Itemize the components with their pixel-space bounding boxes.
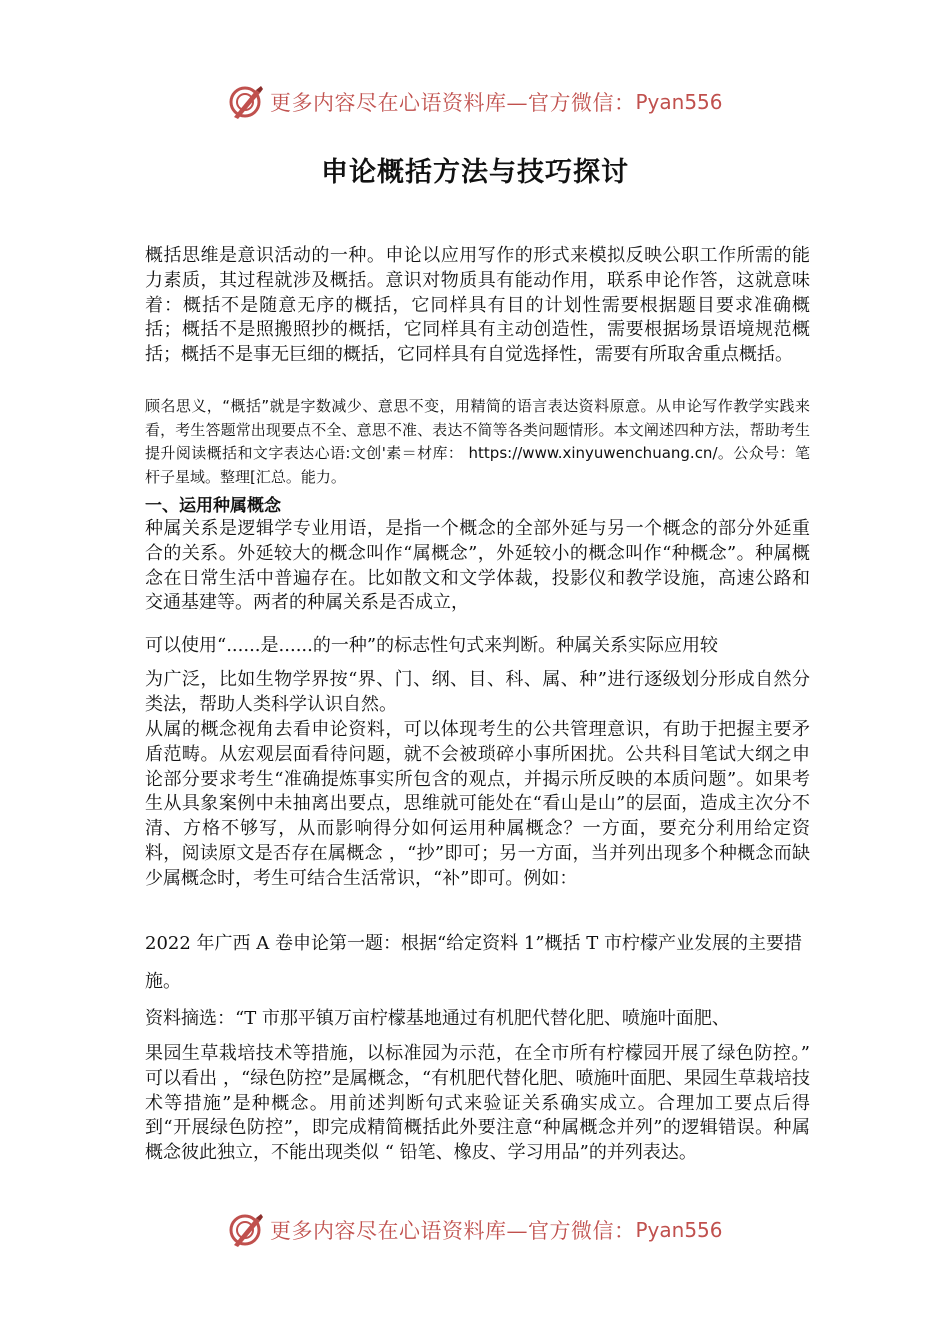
page-title: 申论概括方法与技巧探讨 xyxy=(321,157,629,188)
paragraph-6: 从属的概念视角去看申论资料，可以体现考生的公共管理意识，有助于把握主要矛盾范畴。从宏观层面看待问题，就不会被琐碎小事所困扰。公共科目笔试大纲之申论部分要求考生“准确提炼事实所包含的观点，并揭示所反映的本质问题”。如果考生从具象案例中未抽离出要点，思维就可能处在“看山是山”的层面，造成主次分不清、方格不够写，从而影响得分如何运用种属概念？一方面，要充分利用给定资料，阅读原文是否存在属概念 ，“抄”即可；另一方面，当并列出现多个种概念而缺少属概念时，考生可结合生活常识，“补”即可。例如： xyxy=(145,719,810,889)
footer-banner xyxy=(228,1210,723,1250)
paragraph-3: 种属关系是逻辑学专业用语，是指一个概念的全部外延与另一个概念的部分外延重合的关系。外延较大的概念叫作“属概念”，外延较小的概念叫作“种概念”。种属概念在日常生活中普遍存在。比如散文和文学体裁，投影仪和教学设施，高速公路和交通基建等。两者的种属关系是否成立， xyxy=(145,518,810,614)
banner-text: 更多内容尽在心语资料库—官方微信： xyxy=(270,1219,636,1243)
header-banner xyxy=(228,82,723,122)
banner-wechat-id: Pyan556 xyxy=(635,90,723,114)
pen-logo-icon xyxy=(228,1212,264,1248)
paragraph-9: 果园生草栽培技术等措施，以标准园为示范，在全市所有柠檬园开展了绿色防控。” 可以看出 ，“绿色防控”是属概念，“有机肥代替化肥、喷施叶面肥、果园生草栽培技术等措施”是种概念。用前述判断句式来验证关系确实成立。合理加工要点后得到“开展绿色防控”，即完成精简概括此外要注意“种属概念并列”的逻辑错误。种属概念彼此独立，不能出现类似 “ 铅笔、橡皮、学习用品”的并列表达。 xyxy=(145,1043,810,1164)
paragraph-7: 2022 年广西 A 卷申论第一题：根据“给定资料 1”概括 T 市柠檬产业发展的主要措施。 xyxy=(145,933,802,992)
paragraph-4: 可以使用“......是......的一种”的标志性句式来判断。种属关系实际应用较 xyxy=(145,635,719,656)
paragraph-5: 为广泛，比如生物学界按“界、门、纲、目、科、属、种”进行逐级划分形成自然分类法，帮助人类科学认识自然。 xyxy=(145,669,810,715)
pen-logo-icon xyxy=(228,84,264,120)
banner-wechat-id: Pyan556 xyxy=(635,1218,723,1242)
paragraph-8: 资料摘选：“T 市那平镇万亩柠檬基地通过有机肥代替化肥、喷施叶面肥、 xyxy=(145,1008,730,1029)
section-1-heading: 一、运用种属概念 xyxy=(145,496,281,516)
paragraph-2: 顾名思义，“概括”就是字数减少、意思不变，用精简的语言表达资料原意。从申论写作教学实践来看，考生答题常出现要点不全、意思不准、表达不简等各类问题情形。本文阐述四种方法，帮助考生提升阅读概括和文字表达心语:文创'素＝材库： https://www.xinyuwenchuang.cn/。公众号：笔杆子星域。整理[汇总。能力。 xyxy=(145,397,810,486)
paragraph-1: 概括思维是意识活动的一种。申论以应用写作的形式来模拟反映公职工作所需的能力素质，其过程就涉及概括。意识对物质具有能动作用，联系申论作答，这就意味着：概括不是随意无序的概括，它同样具有目的计划性需要根据题目要求准确概括；概括不是照搬照抄的概括，它同样具有主动创造性，需要根据场景语境规范概括；概括不是事无巨细的概括，它同样具有自觉选择性，需要有所取舍重点概括。 xyxy=(145,245,810,366)
banner-text: 更多内容尽在心语资料库—官方微信： xyxy=(270,91,636,115)
